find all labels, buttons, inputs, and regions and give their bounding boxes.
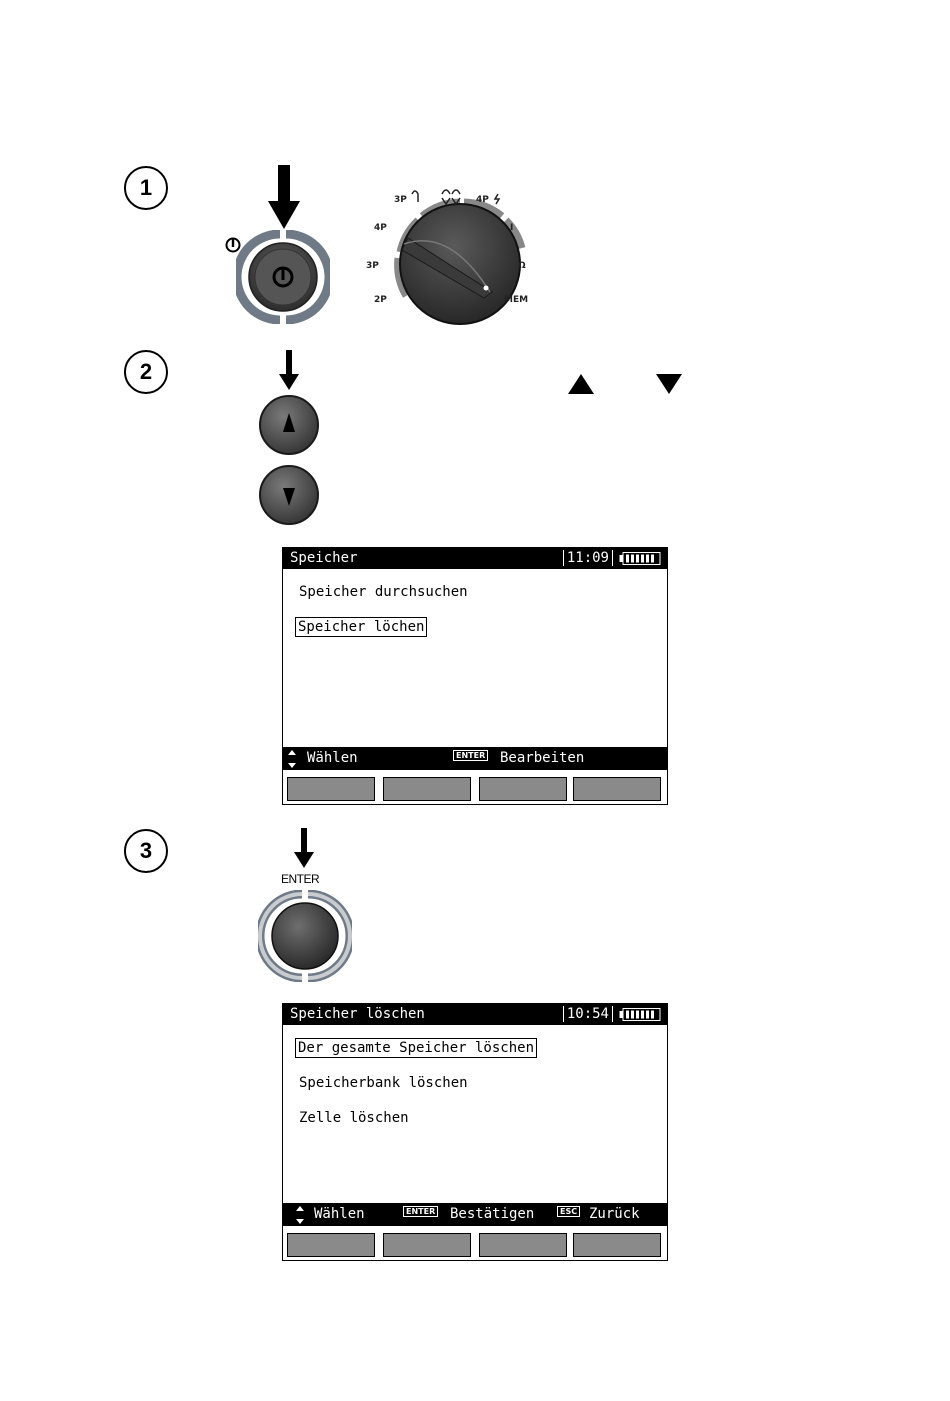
menu-item-delete-memory[interactable]: Speicher löchen (298, 619, 425, 635)
enter-key-badge: ENTER (453, 750, 488, 761)
enter-key-badge: ENTER (403, 1206, 438, 1217)
status-back-label: Zurück (589, 1206, 640, 1222)
triangle-down-icon (654, 372, 684, 396)
softkey-4[interactable] (573, 777, 661, 801)
menu-item-delete-all-memory[interactable]: Der gesamte Speicher löschen (298, 1040, 535, 1056)
press-arrow-icon (268, 165, 300, 231)
status-select-label: Wählen (314, 1206, 365, 1222)
softkey-2[interactable] (383, 1233, 471, 1257)
softkey-row (283, 773, 667, 804)
down-button[interactable] (258, 464, 320, 526)
menu-item-delete-bank[interactable]: Speicherbank löschen (299, 1075, 468, 1091)
screen-title: Speicher (290, 550, 358, 566)
status-edit-label: Bearbeiten (500, 750, 585, 766)
softkey-row (283, 1229, 667, 1260)
press-arrow-icon (294, 828, 314, 870)
press-arrow-icon (279, 350, 299, 392)
screen-title-bar (283, 1004, 667, 1025)
up-down-arrows-icon (287, 750, 297, 768)
status-confirm-label: Bestätigen (450, 1206, 535, 1222)
softkey-3[interactable] (479, 1233, 567, 1257)
clock-time: 10:54 (563, 1006, 613, 1022)
softkey-1[interactable] (287, 1233, 375, 1257)
menu-item-browse-memory[interactable]: Speicher durchsuchen (299, 584, 468, 600)
step-number-1: 1 (124, 166, 168, 210)
dial-label-3p-top: 3P (394, 195, 407, 205)
dial-label-i: I (510, 223, 514, 233)
enter-button[interactable] (258, 890, 352, 982)
dial-label-omega: Ω (518, 261, 526, 271)
up-button[interactable] (258, 394, 320, 456)
lcd-screen-delete-memory (282, 1003, 668, 1261)
softkey-1[interactable] (287, 777, 375, 801)
dial-label-mem: MEM (504, 295, 529, 305)
clock-time: 11:09 (563, 550, 613, 566)
status-bar (283, 747, 667, 770)
softkey-2[interactable] (383, 777, 471, 801)
esc-key-badge: ESC (557, 1206, 580, 1217)
power-button[interactable] (236, 230, 330, 324)
battery-icon (619, 1008, 661, 1021)
rotary-dial[interactable] (360, 180, 560, 330)
dial-label-2p: 2P (374, 295, 387, 305)
menu-item-delete-cell[interactable]: Zelle löschen (299, 1110, 409, 1126)
dial-label-4p-top: 4P (476, 195, 489, 205)
status-select-label: Wählen (307, 750, 358, 766)
enter-key-label: ENTER (281, 872, 320, 886)
step-number-3: 3 (124, 829, 168, 873)
dial-label-3p: 3P (366, 261, 379, 271)
softkey-3[interactable] (479, 777, 567, 801)
lcd-screen-memory (282, 547, 668, 805)
screen-title-bar (283, 548, 667, 569)
battery-icon (619, 552, 661, 565)
softkey-4[interactable] (573, 1233, 661, 1257)
screen-title: Speicher löschen (290, 1006, 425, 1022)
dial-label-4p: 4P (374, 223, 387, 233)
status-bar (283, 1203, 667, 1226)
step-number-2: 2 (124, 350, 168, 394)
up-down-arrows-icon (295, 1206, 305, 1224)
triangle-up-icon (566, 372, 596, 396)
